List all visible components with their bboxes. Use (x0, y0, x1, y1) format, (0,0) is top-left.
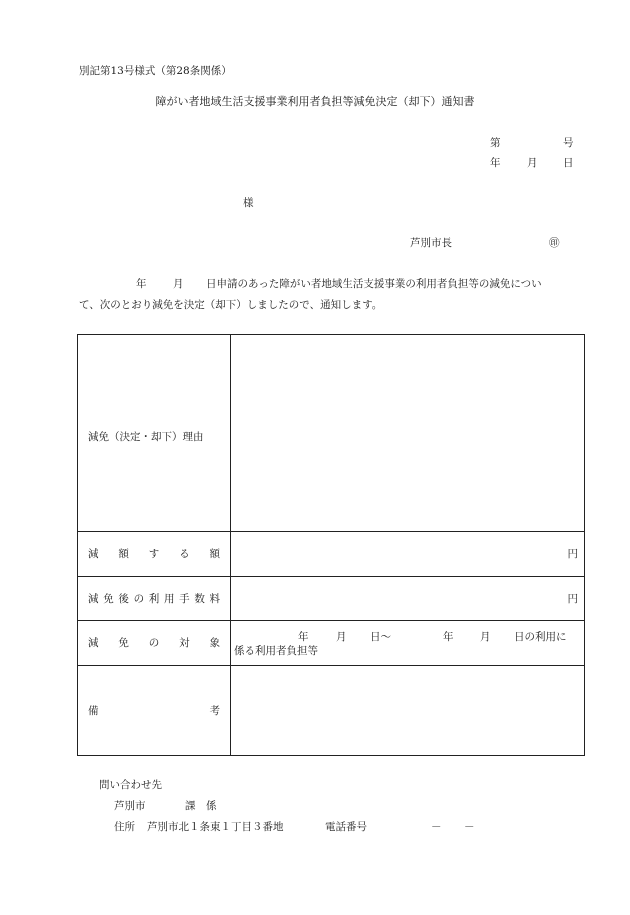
label-char: 象 (209, 637, 220, 649)
addressee-honorific: 様 (243, 197, 254, 209)
label-char: 備 (88, 705, 99, 717)
label-char: 額 (209, 548, 220, 560)
target-to-month: 月 (480, 631, 491, 643)
label-char: 対 (179, 637, 190, 649)
form-label: 別記第13号様式（第28条関係） (79, 65, 232, 77)
amount-unit: 円 (567, 548, 578, 560)
contact-heading: 問い合わせ先 (99, 779, 162, 791)
table-column-divider (230, 335, 231, 755)
label-char: の (148, 637, 160, 649)
label-char: の (133, 593, 145, 605)
amount-label (88, 546, 220, 561)
doc-number-suffix: 号 (563, 137, 574, 149)
target-from-day: 日～ (370, 631, 391, 643)
target-line-2: 係る利用者負担等 (234, 645, 318, 657)
doc-date-year: 年 (490, 157, 501, 169)
table-row-divider (78, 576, 584, 577)
label-char: 考 (209, 705, 220, 717)
target-to-day: 日の利用に (514, 631, 567, 643)
label-char: る (179, 548, 190, 560)
body-text: 日申請のあった障がい者地域生活支援事業の利用者負担等の減免につい (206, 278, 542, 290)
label-char: 数 (194, 593, 205, 605)
seal-mark: ㊞ (549, 237, 560, 249)
phone-dash: － (431, 821, 442, 833)
address-value: 芦別市北１条東１丁目３番地 (147, 821, 284, 833)
issuer-name: 芦別市長 (410, 237, 452, 249)
fee-unit: 円 (567, 593, 578, 605)
target-to-year: 年 (443, 631, 454, 643)
label-char: 免 (103, 593, 114, 605)
doc-date-day: 日 (563, 157, 574, 169)
body-year: 年 (136, 278, 147, 290)
address-label: 住所 (114, 821, 135, 833)
body-month: 月 (173, 278, 184, 290)
document-title: 障がい者地域生活支援事業利用者負担等減免決定（却下）通知書 (155, 95, 475, 108)
label-char: 減 (88, 548, 99, 560)
contact-section: 課 (185, 800, 196, 812)
body-line-2: て、次のとおり減免を決定（却下）しましたので、通知します。 (79, 299, 383, 311)
target-from-month: 月 (336, 631, 347, 643)
table-row-divider (78, 620, 584, 621)
label-char: 額 (118, 548, 129, 560)
target-from-year: 年 (298, 631, 309, 643)
label-char: 減 (88, 593, 99, 605)
reason-label: 減免（決定・却下）理由 (88, 431, 204, 443)
label-char: 料 (209, 593, 220, 605)
contact-subsection: 係 (206, 800, 217, 812)
label-char: 手 (179, 593, 190, 605)
doc-date-month: 月 (527, 157, 538, 169)
contact-city: 芦別市 (114, 800, 146, 812)
phone-label: 電話番号 (325, 821, 367, 833)
decision-table (77, 334, 585, 756)
target-label (88, 635, 220, 650)
remarks-label (88, 703, 220, 718)
doc-number-prefix: 第 (490, 137, 501, 149)
fee-label (88, 591, 220, 606)
phone-dash: － (464, 821, 475, 833)
label-char: 減 (88, 637, 99, 649)
label-char: 後 (118, 593, 129, 605)
label-char: 免 (118, 637, 129, 649)
label-char: 利 (148, 593, 160, 605)
label-char: 用 (163, 593, 175, 605)
table-row-divider (78, 531, 584, 532)
label-char: す (148, 548, 160, 560)
table-row-divider (78, 665, 584, 666)
